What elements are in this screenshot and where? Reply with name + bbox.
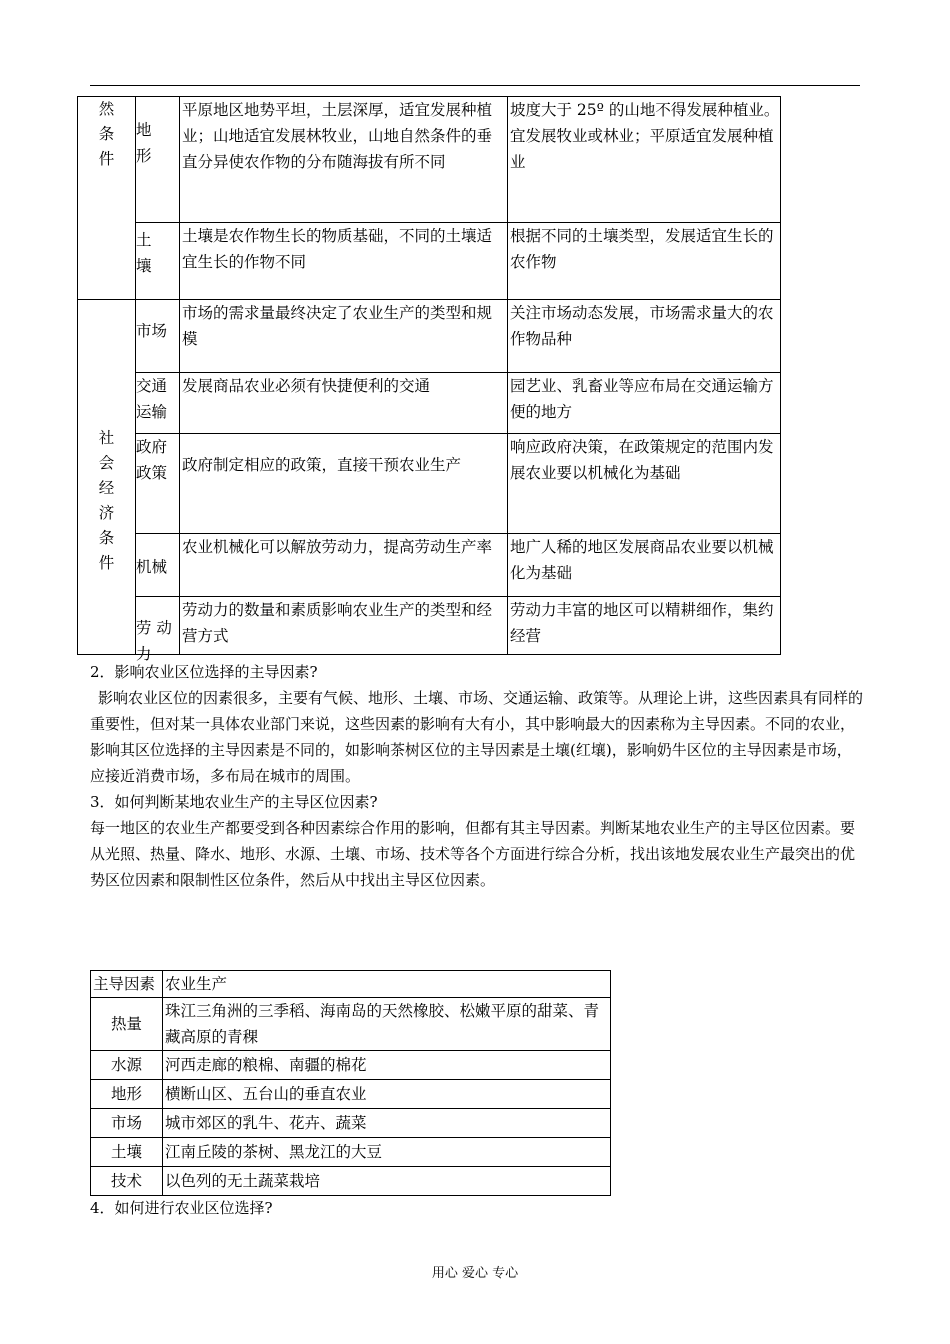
table-row — [78, 300, 781, 373]
table-row — [78, 223, 781, 300]
natural-category-cell — [78, 97, 136, 300]
leading-factor-table — [90, 970, 611, 1196]
category-char: 济 — [98, 504, 115, 522]
category-char: 会 — [98, 454, 115, 472]
influence-text: 政府制定相应的政策，直接干预农业生产 — [182, 456, 462, 474]
factor-cell — [136, 300, 180, 373]
influence-cell — [180, 434, 508, 534]
q2-title: 2．影响农业区位选择的主导因素? — [90, 663, 318, 681]
q3-body: 每一地区的农业生产都要受到各种因素综合作用的影响，但都有其主导因素。判断某地农业生产的主导区位因素。要从光照、热量、降水、地形、水源、土壤、市场、技术等各个方面进行综合分析，找出该地发展农业生产最突出的优势区位因素和限制性区位条件，然后从中找出主导区位因素。 — [90, 819, 856, 889]
table-row — [91, 1138, 611, 1167]
category-char: 条 — [98, 125, 115, 143]
application-cell: 关注市场动态发展，市场需求量大的农作物品种 — [508, 300, 781, 373]
header-factor: 主导因素 — [91, 971, 163, 998]
application-cell: 坡度大于 25º 的山地不得发展种植业。宜发展牧业或林业；平原适宜发展种植业 — [508, 97, 781, 223]
factor-label: 交通运输 — [136, 377, 168, 421]
production-cell: 城市郊区的乳牛、花卉、蔬菜 — [163, 1109, 611, 1138]
factor-cell — [136, 434, 180, 534]
influence-cell: 平原地区地势平坦，土层深厚，适宜发展种植业；山地适宜发展林牧业，山地自然条件的垂直分异使农作物的分布随海拔有所不同 — [180, 97, 508, 223]
production-cell: 横断山区、五台山的垂直农业 — [163, 1080, 611, 1109]
factor-cell — [136, 534, 180, 597]
category-char: 条 — [98, 529, 115, 547]
production-cell: 河西走廊的粮棉、南疆的棉花 — [163, 1051, 611, 1080]
factor-cell — [136, 97, 180, 223]
factor-cell: 水源 — [91, 1051, 163, 1080]
factor-label: 市场 — [136, 322, 168, 340]
application-cell: 劳动力丰富的地区可以精耕细作，集约经营 — [508, 597, 781, 655]
production-cell: 江南丘陵的茶树、黑龙江的大豆 — [163, 1138, 611, 1167]
production-cell: 以色列的无土蔬菜栽培 — [163, 1167, 611, 1196]
factor-cell — [136, 223, 180, 300]
table-row — [91, 998, 611, 1051]
influence-cell: 劳动力的数量和素质影响农业生产的类型和经营方式 — [180, 597, 508, 655]
table-header-row — [91, 971, 611, 998]
header-production: 农业生产 — [163, 971, 611, 998]
factor-label: 机械 — [136, 558, 168, 576]
factor-cell: 市场 — [91, 1109, 163, 1138]
influence-cell: 土壤是农作物生长的物质基础，不同的土壤适宜生长的作物不同 — [180, 223, 508, 300]
factor-cell: 技术 — [91, 1167, 163, 1196]
q4-title: 4．如何进行农业区位选择? — [90, 1199, 273, 1217]
application-cell: 地广人稀的地区发展商品农业要以机械化为基础 — [508, 534, 781, 597]
factor-cell — [136, 373, 180, 434]
table-row — [78, 434, 781, 534]
influence-cell: 发展商品农业必须有快捷便利的交通 — [180, 373, 508, 434]
category-char: 社 — [98, 429, 115, 447]
application-cell: 响应政府决策，在政策规定的范围内发展农业要以机械化为基础 — [508, 434, 781, 534]
social-category-cell — [78, 300, 136, 655]
table-row — [91, 1109, 611, 1138]
factor-table — [77, 96, 781, 663]
category-char: 经 — [98, 479, 115, 497]
category-char: 件 — [98, 554, 115, 572]
factor-label: 劳 动 力 — [136, 619, 172, 663]
factor-cell — [136, 597, 180, 663]
category-char: 然 — [98, 100, 115, 118]
factor-cell: 地形 — [91, 1080, 163, 1109]
header-rule — [90, 85, 860, 86]
table-row — [78, 597, 781, 655]
category-char: 件 — [98, 150, 115, 168]
influence-cell: 农业机械化可以解放劳动力，提高劳动生产率 — [180, 534, 508, 597]
factor-label: 土壤 — [136, 231, 152, 275]
influence-cell: 市场的需求量最终决定了农业生产的类型和规模 — [180, 300, 508, 373]
q2-body: 影响农业区位的因素很多，主要有气候、地形、土壤、市场、交通运输、政策等。从理论上讲，这些因素具有同样的重要性，但对某一具体农业部门来说，这些因素的影响有大有小，其中影响最大的因素称为主导因素。不同的农业，影响其区位选择的主导因素是不同的，如影响茶树区位的主导因素是土壤(红壤)，影响奶牛区位的主导因素是市场，应接近消费市场，多布局在城市的周围。 — [90, 689, 864, 785]
factor-cell: 土壤 — [91, 1138, 163, 1167]
q3-title: 3．如何判断某地农业生产的主导区位因素? — [90, 793, 378, 811]
production-cell: 珠江三角洲的三季稻、海南岛的天然橡胶、松嫩平原的甜菜、青藏高原的青稞 — [163, 998, 611, 1051]
application-cell: 根据不同的土壤类型，发展适宜生长的农作物 — [508, 223, 781, 300]
table-row — [91, 1051, 611, 1080]
table-row — [78, 373, 781, 434]
table-row — [91, 1167, 611, 1196]
table-row — [78, 534, 781, 597]
factor-label: 地形 — [136, 121, 152, 165]
application-cell: 园艺业、乳畜业等应布局在交通运输方便的地方 — [508, 373, 781, 434]
factor-cell: 热量 — [91, 998, 163, 1051]
table-row — [78, 97, 781, 223]
factor-label: 政府政策 — [136, 438, 168, 482]
page-footer: 用心 爱心 专心 — [431, 1266, 519, 1281]
table-row — [91, 1080, 611, 1109]
